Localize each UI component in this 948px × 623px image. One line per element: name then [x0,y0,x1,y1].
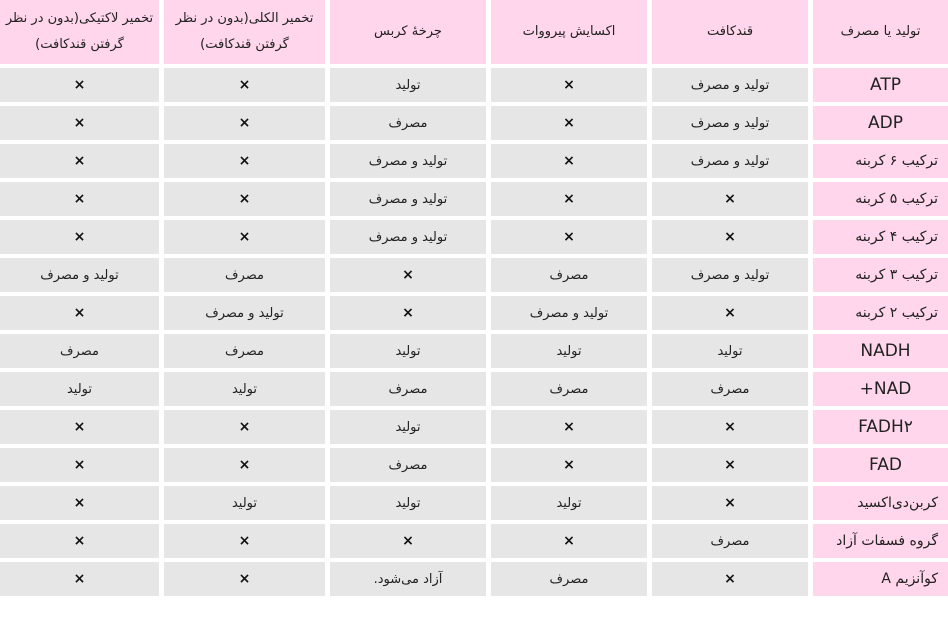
table-row [0,182,948,216]
table-cell: × [330,258,486,292]
table-cell: × [0,486,159,520]
table-cell: × [652,486,808,520]
table-row [0,410,948,444]
table-cell: تولید و مصرف [330,144,486,178]
header-cell-krebs-cycle: چرخهٔ کربس [330,0,486,64]
table-cell: × [491,410,647,444]
row-label-cell: NAD+ [813,372,948,406]
table-cell: مصرف [491,258,647,292]
table-cell: مصرف [164,258,325,292]
table-cell: مصرف [330,372,486,406]
table-row [0,296,948,330]
table-cell: تولید و مصرف [652,144,808,178]
table-cell: × [0,448,159,482]
table-cell: تولید [164,486,325,520]
table-cell: تولید [164,372,325,406]
table-cell: × [491,220,647,254]
table-cell: آزاد می‌شود. [330,562,486,596]
table-row [0,562,948,596]
table-row [0,524,948,558]
row-label-cell: ترکیب ۴ کربنه [813,220,948,254]
table-cell: مصرف [652,372,808,406]
table-cell: × [652,562,808,596]
row-label-cell: ترکیب ۵ کربنه [813,182,948,216]
table-cell: تولید [330,410,486,444]
table-cell: × [0,68,159,102]
table-cell: × [164,144,325,178]
table-row [0,372,948,406]
table-row [0,448,948,482]
row-label-cell: کوآنزیم A [813,562,948,596]
table-body [0,68,948,596]
table-cell: × [164,220,325,254]
table-cell: مصرف [330,106,486,140]
table-cell: × [491,68,647,102]
table-cell: × [0,296,159,330]
table-cell: × [0,562,159,596]
table-cell: × [652,182,808,216]
row-label-cell: کربن‌دی‌اکسید [813,486,948,520]
table-cell: مصرف [491,562,647,596]
table-cell: × [491,524,647,558]
table-cell: × [164,68,325,102]
table-row [0,486,948,520]
table-row [0,334,948,368]
table-row [0,144,948,178]
table-cell: × [164,106,325,140]
table-cell: × [0,144,159,178]
table-cell: مصرف [164,334,325,368]
table-cell: تولید [330,68,486,102]
row-label-cell: FAD [813,448,948,482]
header-cell-lactic-fermentation: تخمیر لاکتیکی(بدون در نظر گرفتن قندکافت) [0,0,159,64]
table-cell: تولید و مصرف [0,258,159,292]
row-label-cell: NADH [813,334,948,368]
table-cell: × [652,448,808,482]
row-label-cell: ADP [813,106,948,140]
table-cell: تولید [491,334,647,368]
table-cell: مصرف [0,334,159,368]
table-cell: × [164,562,325,596]
table-cell: تولید و مصرف [652,106,808,140]
table-cell: × [0,182,159,216]
row-label-cell: ترکیب ۶ کربنه [813,144,948,178]
table-cell: مصرف [330,448,486,482]
table-cell: تولید و مصرف [330,182,486,216]
header-cell-glycolysis: قندکافت [652,0,808,64]
header-cell-substance: تولید یا مصرف [813,0,948,64]
table-cell: × [164,448,325,482]
row-label-cell: ترکیب ۲ کربنه [813,296,948,330]
table-cell: × [0,524,159,558]
row-label-cell: گروه فسفات آزاد [813,524,948,558]
row-label-cell: FADH۲ [813,410,948,444]
table-row [0,68,948,102]
table-row [0,220,948,254]
table-row [0,258,948,292]
table-cell: × [0,106,159,140]
table-cell: × [491,182,647,216]
header-cell-alcoholic-fermentation: تخمیر الکلی(بدون در نظر گرفتن قندکافت) [164,0,325,64]
header-cell-pyruvate-oxidation: اکسایش پیرووات [491,0,647,64]
table-cell: × [330,524,486,558]
table-cell: تولید [0,372,159,406]
table-cell: × [164,182,325,216]
table-cell: × [164,524,325,558]
table-cell: × [164,410,325,444]
table-cell: تولید [330,334,486,368]
table-cell: × [652,220,808,254]
table-row [0,106,948,140]
table-cell: × [0,410,159,444]
header-row [0,0,948,64]
table-cell: تولید [652,334,808,368]
table-cell: تولید و مصرف [491,296,647,330]
table-cell: مصرف [652,524,808,558]
row-label-cell: ترکیب ۳ کربنه [813,258,948,292]
table-cell: × [491,106,647,140]
table-cell: تولید [491,486,647,520]
row-label-cell: ATP [813,68,948,102]
table-cell: مصرف [491,372,647,406]
table-cell: × [0,220,159,254]
table-cell: × [652,410,808,444]
table-cell: تولید و مصرف [330,220,486,254]
table-cell: تولید و مصرف [652,258,808,292]
table-cell: × [652,296,808,330]
table-cell: تولید [330,486,486,520]
table-cell: × [491,144,647,178]
table-cell: تولید و مصرف [652,68,808,102]
table-cell: تولید و مصرف [164,296,325,330]
table-cell: × [330,296,486,330]
table-cell: × [491,448,647,482]
